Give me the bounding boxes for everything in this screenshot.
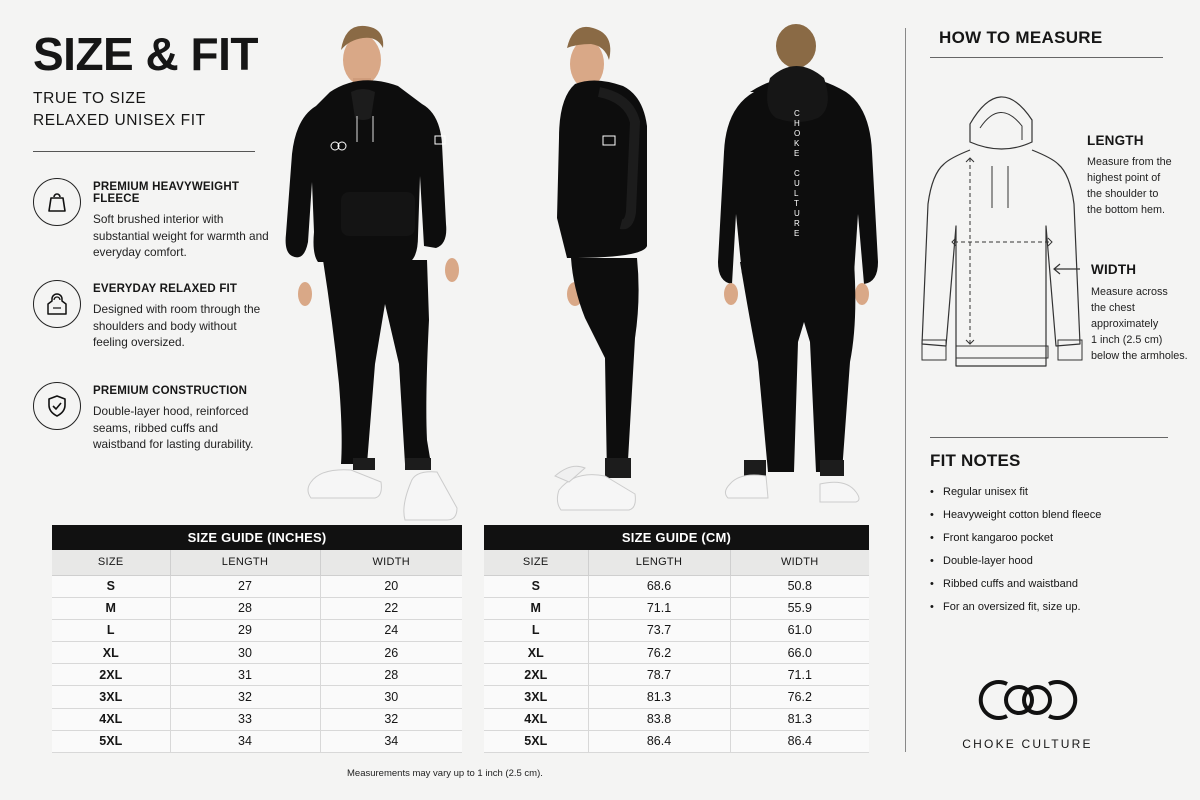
width-cell: 81.3 — [730, 708, 869, 730]
size-cell: 4XL — [484, 708, 588, 730]
width-cell: 50.8 — [730, 575, 869, 597]
size-cell: L — [484, 619, 588, 641]
width-cell: 28 — [320, 664, 462, 686]
length-cell: 78.7 — [588, 664, 730, 686]
hoodie-measure-diagram — [918, 82, 1088, 377]
how-to-measure-title: HOW TO MEASURE — [939, 28, 1103, 47]
length-cell: 27 — [170, 575, 320, 597]
feature-title: PREMIUM HEAVYWEIGHT FLEECE — [93, 181, 240, 205]
brand-block — [960, 672, 1095, 751]
size-cell: 2XL — [484, 664, 588, 686]
feature-construction — [33, 382, 268, 462]
column-header-length: LENGTH — [588, 550, 730, 575]
table-row — [484, 664, 869, 686]
size-guide-cm-table — [484, 525, 869, 753]
length-cell: 28 — [170, 597, 320, 619]
width-line: approximately — [1091, 318, 1159, 330]
length-cell: 71.1 — [588, 597, 730, 619]
width-line: below the armholes. — [1091, 350, 1188, 362]
table-row — [52, 642, 462, 664]
size-cell: S — [52, 575, 170, 597]
weight-icon — [33, 178, 81, 226]
size-cell: XL — [52, 642, 170, 664]
size-guide-inches-caption: SIZE GUIDE (INCHES) — [52, 525, 462, 550]
length-cell: 83.8 — [588, 708, 730, 730]
table-row — [484, 730, 869, 752]
column-header-size: SIZE — [484, 550, 588, 575]
length-cell: 81.3 — [588, 686, 730, 708]
divider — [930, 437, 1168, 438]
shield-check-icon — [33, 382, 81, 430]
size-cell: 5XL — [52, 730, 170, 752]
length-cell: 30 — [170, 642, 320, 664]
feature-text: Designed with room through the shoulders and body without feeling oversized. — [93, 302, 261, 349]
length-line: Measure from the — [1087, 156, 1172, 168]
length-cell: 32 — [170, 686, 320, 708]
width-cell: 86.4 — [730, 730, 869, 752]
table-row — [484, 708, 869, 730]
width-pointer-arrow — [1052, 262, 1082, 280]
length-line: the shoulder to — [1087, 188, 1159, 200]
back-print-text: C H O K E C U L T U R E — [794, 109, 802, 238]
page-title: SIZE & FIT — [33, 28, 258, 80]
width-cell: 76.2 — [730, 686, 869, 708]
model-side-view — [545, 12, 665, 522]
table-row — [52, 686, 462, 708]
hoodie-icon — [33, 280, 81, 328]
length-title: LENGTH — [1087, 133, 1144, 148]
length-cell: 73.7 — [588, 619, 730, 641]
column-divider — [905, 28, 906, 752]
table-row — [52, 708, 462, 730]
column-header-size: SIZE — [52, 550, 170, 575]
fit-note-item: • Double-layer hood — [930, 553, 1101, 576]
divider — [33, 151, 255, 152]
width-title: WIDTH — [1091, 262, 1137, 277]
subtitle-relaxed-fit: RELAXED UNISEX FIT — [33, 112, 206, 129]
fit-note-item: • Heavyweight cotton blend fleece — [930, 507, 1101, 530]
size-guide-cm-caption: SIZE GUIDE (CM) — [484, 525, 869, 550]
width-cell: 32 — [320, 708, 462, 730]
length-cell: 33 — [170, 708, 320, 730]
model-back-view — [710, 12, 885, 522]
length-cell: 31 — [170, 664, 320, 686]
length-cell: 34 — [170, 730, 320, 752]
table-row — [484, 597, 869, 619]
fit-notes-list — [930, 484, 1101, 622]
size-cell: XL — [484, 642, 588, 664]
size-cell: M — [484, 597, 588, 619]
table-row — [484, 575, 869, 597]
fit-note-item: • Regular unisex fit — [930, 484, 1101, 507]
width-cell: 20 — [320, 575, 462, 597]
size-cell: 2XL — [52, 664, 170, 686]
brand-name: CHOKE CULTURE — [962, 737, 1093, 751]
size-cell: 5XL — [484, 730, 588, 752]
table-row — [52, 575, 462, 597]
size-cell: M — [52, 597, 170, 619]
width-line: the chest — [1091, 302, 1135, 314]
width-cell: 61.0 — [730, 619, 869, 641]
width-cell: 34 — [320, 730, 462, 752]
table-row — [484, 686, 869, 708]
header — [33, 28, 263, 132]
feature-title: EVERYDAY RELAXED FIT — [93, 283, 238, 295]
size-cell: 4XL — [52, 708, 170, 730]
fit-note-item: • Front kangaroo pocket — [930, 530, 1101, 553]
table-row — [52, 597, 462, 619]
width-cell: 22 — [320, 597, 462, 619]
size-cell: L — [52, 619, 170, 641]
width-description — [1091, 284, 1188, 364]
feature-text: Double-layer hood, reinforced seams, ribbed cuffs and waistband for lasting durability. — [93, 404, 254, 451]
table-row — [484, 642, 869, 664]
width-cell: 26 — [320, 642, 462, 664]
fit-note-item: • For an oversized fit, size up. — [930, 599, 1101, 622]
length-line: the bottom hem. — [1087, 204, 1166, 216]
width-cell: 71.1 — [730, 664, 869, 686]
width-line: Measure across — [1091, 286, 1168, 298]
brand-logo-icon — [969, 672, 1087, 728]
size-cell: S — [484, 575, 588, 597]
fit-note-item: • Ribbed cuffs and waistband — [930, 576, 1101, 599]
column-header-width: WIDTH — [730, 550, 869, 575]
table-row — [484, 619, 869, 641]
width-cell: 55.9 — [730, 597, 869, 619]
subtitle-true-to-size: TRUE TO SIZE — [33, 90, 147, 107]
table-row — [52, 664, 462, 686]
table-row — [52, 619, 462, 641]
width-cell: 24 — [320, 619, 462, 641]
length-cell: 29 — [170, 619, 320, 641]
length-cell: 86.4 — [588, 730, 730, 752]
width-cell: 30 — [320, 686, 462, 708]
feature-relaxed-fit — [33, 280, 268, 360]
feature-fleece — [33, 178, 268, 258]
size-cell: 3XL — [52, 686, 170, 708]
size-guide-inches-table — [52, 525, 462, 753]
feature-text: Soft brushed interior with substantial weight for warmth and everyday comfort. — [93, 212, 269, 259]
fit-notes-title: FIT NOTES — [930, 451, 1021, 470]
measurement-footnote: Measurements may vary up to 1 inch (2.5 cm). — [347, 768, 543, 779]
length-cell: 76.2 — [588, 642, 730, 664]
column-header-width: WIDTH — [320, 550, 462, 575]
width-line: 1 inch (2.5 cm) — [1091, 334, 1163, 346]
divider — [930, 57, 1163, 58]
table-row — [52, 730, 462, 752]
length-line: highest point of — [1087, 172, 1161, 184]
length-cell: 68.6 — [588, 575, 730, 597]
column-header-length: LENGTH — [170, 550, 320, 575]
size-cell: 3XL — [484, 686, 588, 708]
width-cell: 66.0 — [730, 642, 869, 664]
model-front-view — [285, 12, 475, 522]
length-description — [1087, 154, 1172, 218]
feature-title: PREMIUM CONSTRUCTION — [93, 385, 248, 397]
